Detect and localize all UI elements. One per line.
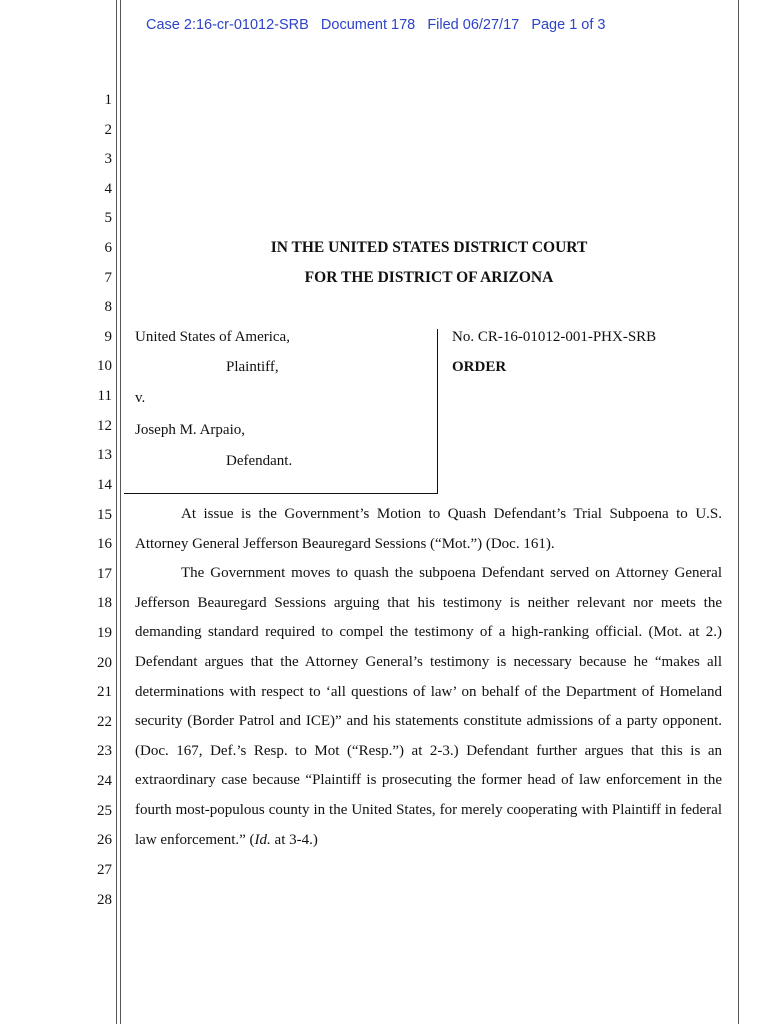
line-number: 17 [97,566,112,582]
ecf-header [146,17,605,33]
line-number: 5 [104,210,112,226]
order-body [135,500,722,855]
right-margin-line [738,0,739,1024]
line-number: 11 [97,388,112,404]
paragraph-2-text: The Government moves to quash the subpoena Defendant served on Attorney General Jefferson Beauregard Sessions arguing that his testimony is neither relevant nor meets the demanding standard required to compel the testimony of a high-ranking official. (Mot. at 2.) Defendant argues that the Attorney General’s testimony is necessary because he “makes all determinations with respect to ‘all questions of law’ on behalf of the Department of Homeland security (Border Patrol and ICE)” and his statements constitute admissions of a party opponent. (Doc. 167, Def.’s Resp. to Mot (“Resp.”) at 2-3.) Defendant further argues that this is an extraordinary case because “Plaintiff is prosecuting the former head of law enforcement in the fourth most-populous county in the United States, for merely cooperating with Plaintiff in federal law enforcement.” ( [135,565,722,848]
line-number: 18 [97,595,112,611]
paragraph-2 [135,559,722,855]
paragraph-1: At issue is the Government’s Motion to Quash Defendant’s Trial Subpoena to U.S. Attorney General Jefferson Beauregard Sessions (“Mot.”) (Doc. 161). [135,506,722,552]
line-number: 24 [97,773,112,789]
line-number: 19 [97,625,112,641]
paragraph-2-end: at 3-4.) [270,831,318,848]
line-number: 21 [97,684,112,700]
line-number: 23 [97,743,112,759]
plaintiff-name: United States of America, [135,329,290,345]
caption-box-right-border [437,329,438,494]
line-number: 13 [97,447,112,463]
line-number: 12 [97,418,112,434]
court-title-line1: IN THE UNITED STATES DISTRICT COURT [270,239,588,256]
line-number: 10 [97,358,112,374]
citation-id: Id. [254,831,271,848]
case-number-caption: No. CR-16-01012-001-PHX-SRB [452,329,657,345]
line-number: 3 [104,151,112,167]
case-number: Case 2:16-cr-01012-SRB [146,17,309,33]
line-number: 27 [97,862,112,878]
line-number: 7 [104,270,112,286]
plaintiff-label: Plaintiff, [226,359,279,375]
line-number: 1 [104,92,112,108]
line-number: 15 [97,507,112,523]
line-number: 20 [97,655,112,671]
line-number: 26 [97,832,112,848]
left-margin-line-inner [120,0,121,1024]
document-title: ORDER [452,359,507,375]
line-number: 2 [104,122,112,138]
court-title-line2: FOR THE DISTRICT OF ARIZONA [304,269,554,286]
filed-date: Filed 06/27/17 [427,17,520,33]
line-number: 25 [97,803,112,819]
defendant-label: Defendant. [226,453,293,469]
line-number: 22 [97,714,112,730]
document-number: Document 178 [320,17,416,33]
line-number: 28 [97,892,112,908]
page-indicator: Page 1 of 3 [531,17,606,33]
line-number: 14 [97,477,112,493]
defendant-name: Joseph M. Arpaio, [135,422,245,438]
versus: v. [135,390,146,406]
line-number: 8 [104,299,112,315]
line-number: 6 [104,240,112,256]
left-margin-line-outer [116,0,117,1024]
line-number: 4 [104,181,112,197]
line-number: 9 [104,329,112,345]
caption-box-bottom-border [124,493,438,494]
line-number: 16 [97,536,112,552]
